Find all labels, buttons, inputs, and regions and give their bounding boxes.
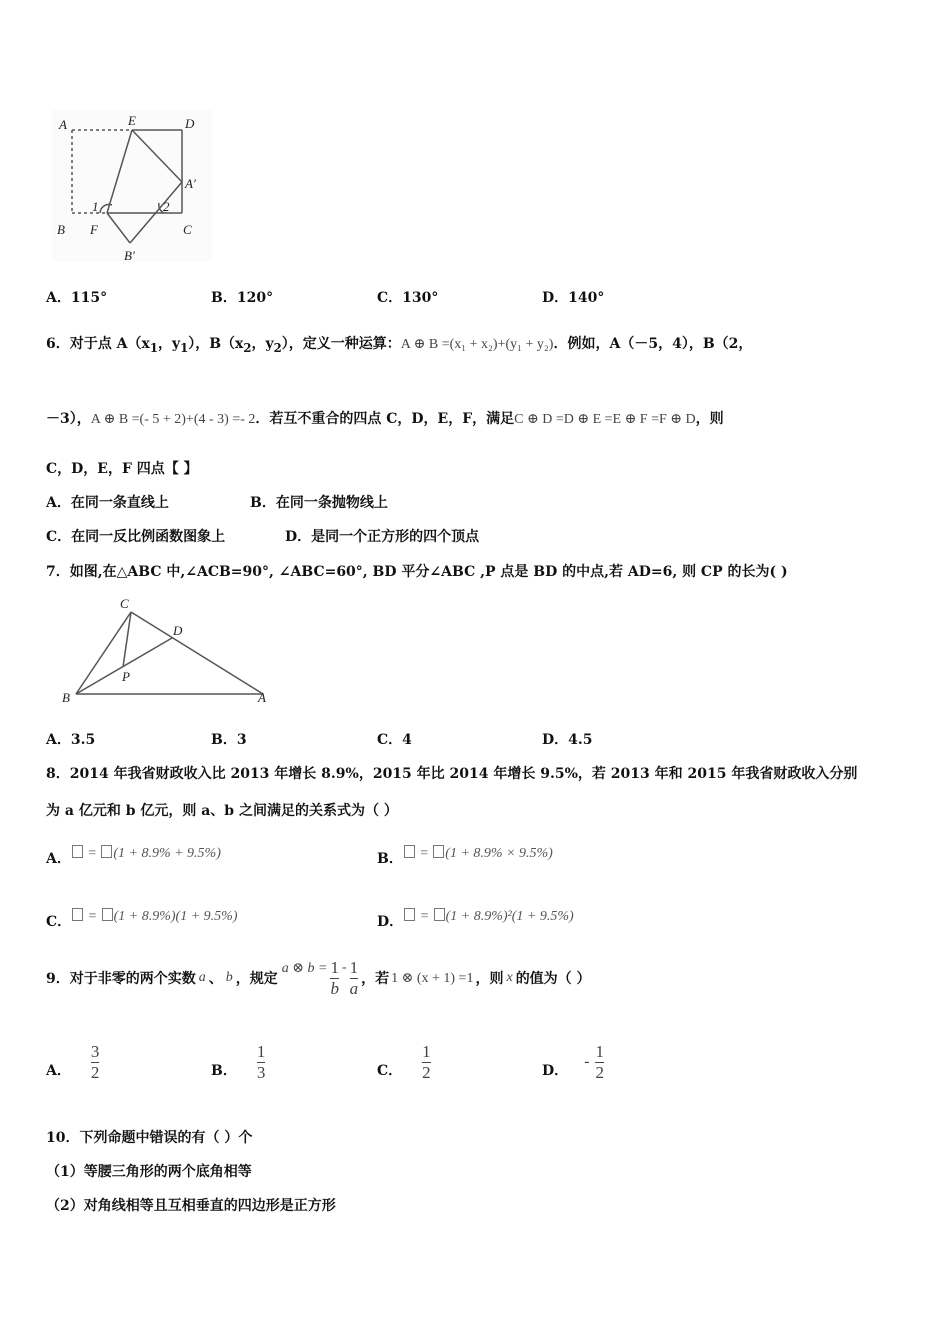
option-letter: A． (46, 290, 71, 306)
option-letter: A． (46, 1063, 71, 1080)
segment-cp (123, 612, 131, 667)
q9-var-x: x (506, 970, 513, 986)
q6-sub: 1 (149, 340, 158, 355)
fraction-denominator: b (330, 978, 339, 998)
q6-text: ，y (251, 336, 274, 352)
q8-option-c[interactable] (46, 905, 238, 930)
minus-sign: - (341, 960, 347, 976)
option-text: 3 (236, 732, 247, 748)
expression-text: (1 + 8.9% × 9.5%) (445, 846, 553, 861)
label-a-prime: A′ (185, 176, 196, 191)
option-letter: D． (542, 290, 569, 306)
q9-text: 的值为（ ） (515, 971, 591, 988)
fraction-denominator: a (349, 978, 359, 998)
q6-text: ），B（x (188, 336, 244, 352)
q9-text: 、 (208, 971, 223, 988)
option-text: 120° (236, 290, 274, 306)
option-text: 4 (402, 732, 412, 748)
q6-stem-line3: C，D，E，F 四点【 】 (46, 461, 198, 477)
label-d: D (173, 623, 183, 638)
q6-text: －3）， (46, 411, 91, 427)
label-a: A (258, 690, 266, 705)
q6-text: ，则 (695, 411, 724, 427)
fraction-numerator: 1 (349, 958, 359, 977)
option-fraction (422, 1042, 431, 1082)
q9-text: ，则 (475, 971, 504, 988)
fraction-denominator: 2 (90, 1062, 100, 1082)
q5-option-c[interactable] (377, 287, 438, 307)
option-letter: C． (46, 529, 72, 545)
fraction-numerator: 1 (330, 958, 339, 977)
q6-definition: A ⊕ B =(x₁ + x₂)+(y₁ + y₂) (400, 337, 554, 352)
expression-text: (1 + 8.9%)²(1 + 9.5%) (445, 909, 574, 924)
q6-text: ．例如，A（－5，4），B（2， (553, 336, 753, 352)
label-b: B (57, 222, 65, 237)
option-text: 4.5 (568, 732, 593, 748)
option-text: 在同一反比例函数图象上 (71, 529, 226, 545)
q8-stem-line1: 8．2014 年我省财政收入比 2013 年增长 8.9%，2015 年比 2014 年增长 9.5%，若 2013 年和 2015 年我省财政收入分别 (46, 766, 858, 782)
q6-sub: 2 (273, 340, 282, 355)
q6-option-c[interactable] (46, 526, 225, 546)
q5-option-d[interactable] (542, 287, 604, 307)
option-expression (403, 909, 574, 924)
q6-condition: C ⊕ D =D ⊕ E =E ⊕ F =F ⊕ D (514, 412, 696, 427)
option-text: 140° (568, 290, 605, 306)
q9-condition: 1 ⊗ (x + 1) =1 (391, 970, 474, 986)
q6-option-a[interactable] (46, 492, 169, 512)
label-c: C (120, 596, 129, 611)
q9-var-b: b (225, 970, 233, 986)
q9-rule-lhs: a ⊗ b = (281, 960, 328, 976)
fraction-numerator: 1 (422, 1042, 431, 1061)
q9-option-c[interactable] (377, 1042, 431, 1082)
option-letter: D． (285, 529, 312, 545)
q10-item: （2）对角线相等且互相垂直的四边形是正方形 (46, 1198, 336, 1214)
q5-figure (52, 110, 212, 262)
equals-sign: = (83, 846, 101, 861)
q10-item: （1）等腰三角形的两个底角相等 (46, 1164, 252, 1180)
equals-sign: = (415, 846, 433, 861)
equals-sign: = (84, 909, 101, 924)
label-angle-1: 1 (92, 199, 99, 214)
equals-sign: = (416, 909, 433, 924)
label-b: B (62, 690, 70, 705)
option-sign: - (584, 1053, 590, 1071)
option-letter: C． (46, 914, 72, 930)
fraction-denominator: 3 (256, 1062, 266, 1082)
q9-text: ，规定 (235, 971, 278, 988)
option-expression (71, 846, 221, 861)
q9-option-a[interactable] (46, 1042, 99, 1082)
option-expression (71, 909, 237, 924)
label-b-prime: B′ (124, 248, 135, 262)
option-text: 是同一个正方形的四个顶点 (311, 529, 480, 545)
segment-ca (131, 612, 263, 694)
q7-option-b[interactable] (211, 729, 247, 749)
option-letter: C． (377, 732, 403, 748)
option-text: 130° (402, 290, 439, 306)
q6-stem-line2 (46, 408, 724, 428)
q6-text: ．若互不重合的四点 C，D，E，F，满足 (255, 411, 515, 427)
label-c: C (183, 222, 192, 237)
q9-var-a: a (198, 970, 206, 986)
q7-option-d[interactable] (542, 729, 593, 749)
option-letter: A． (46, 495, 71, 511)
option-letter: A． (46, 851, 71, 867)
q8-option-a[interactable] (46, 842, 221, 867)
fraction-denominator: 2 (595, 1062, 604, 1082)
option-text: 115° (70, 290, 108, 306)
option-letter: D． (377, 914, 404, 930)
q6-sub: 2 (243, 340, 252, 355)
q6-text: ），定义一种运算： (281, 336, 401, 352)
option-text: 3.5 (70, 732, 96, 748)
q9-option-d[interactable] (542, 1042, 604, 1082)
label-d: D (185, 116, 195, 131)
label-p: P (122, 669, 130, 684)
q9-option-b[interactable] (211, 1042, 265, 1082)
q9-stem (46, 958, 591, 998)
fraction-numerator: 1 (595, 1042, 604, 1061)
placeholder-box-icon (433, 845, 444, 858)
placeholder-box-icon (434, 908, 445, 921)
fraction-denominator: 2 (422, 1062, 431, 1082)
q9-fraction-1-over-b (330, 958, 339, 998)
q5-option-b[interactable] (211, 287, 273, 307)
q6-stem-line1 (46, 333, 752, 355)
q6-option-d[interactable] (285, 526, 479, 546)
label-angle-2: 2 (163, 199, 170, 214)
option-letter: C． (377, 1063, 403, 1080)
option-fraction (257, 1042, 266, 1082)
fraction-numerator: 3 (90, 1042, 100, 1061)
q7-figure (58, 592, 273, 707)
option-text: 在同一条抛物线上 (275, 495, 388, 511)
expression-text: (1 + 8.9%)(1 + 9.5%) (113, 909, 238, 924)
q8-option-b[interactable] (377, 842, 553, 867)
option-letter: D． (542, 1063, 569, 1080)
option-fraction (595, 1042, 604, 1082)
q6-example: A ⊕ B =(- 5 + 2)+(4 - 3) =- 2 (90, 412, 256, 427)
q9-fraction-1-over-a (350, 958, 359, 998)
placeholder-box-icon (404, 908, 415, 921)
placeholder-box-icon (404, 845, 415, 858)
label-f: F (90, 222, 98, 237)
q6-sub: 1 (180, 340, 189, 355)
q10-stem: 10．下列命题中错误的有（ ）个 (46, 1130, 253, 1146)
q7-option-a[interactable] (46, 729, 95, 749)
placeholder-box-icon (101, 845, 112, 858)
q7-stem: 7．如图,在△ABC 中,∠ACB=90°, ∠ABC=60°, BD 平分∠ABC ,P 点是 BD 的中点,若 AD=6, 则 CP 的长为( ) (46, 564, 788, 580)
option-letter: B． (377, 851, 403, 867)
option-fraction (91, 1042, 100, 1082)
option-letter: C． (377, 290, 403, 306)
q6-text: 6．对于点 A（x (46, 336, 150, 352)
option-text: 在同一条直线上 (70, 495, 169, 511)
option-letter: B． (211, 732, 237, 748)
placeholder-box-icon (72, 845, 83, 858)
label-e: E (128, 113, 136, 128)
q9-text: ，若 (361, 971, 390, 988)
q6-option-b[interactable] (250, 492, 388, 512)
q7-option-c[interactable] (377, 729, 412, 749)
q9-text: 9．对于非零的两个实数 (46, 971, 196, 988)
placeholder-box-icon (72, 908, 83, 921)
q8-option-d[interactable] (377, 905, 574, 930)
option-letter: D． (542, 732, 569, 748)
option-letter: B． (250, 495, 276, 511)
option-expression (403, 846, 553, 861)
segment-bd (76, 638, 172, 694)
option-letter: B． (211, 290, 237, 306)
option-letter: B． (211, 1063, 237, 1080)
option-letter: A． (46, 732, 71, 748)
expression-text: (1 + 8.9% + 9.5%) (113, 846, 221, 861)
fraction-numerator: 1 (256, 1042, 266, 1061)
q6-text: ，y (157, 336, 181, 352)
q8-stem-line2: 为 a 亿元和 b 亿元，则 a、b 之间满足的关系式为（ ） (46, 803, 398, 819)
q5-option-a[interactable] (46, 287, 107, 307)
placeholder-box-icon (102, 908, 113, 921)
label-a: A (59, 117, 67, 132)
